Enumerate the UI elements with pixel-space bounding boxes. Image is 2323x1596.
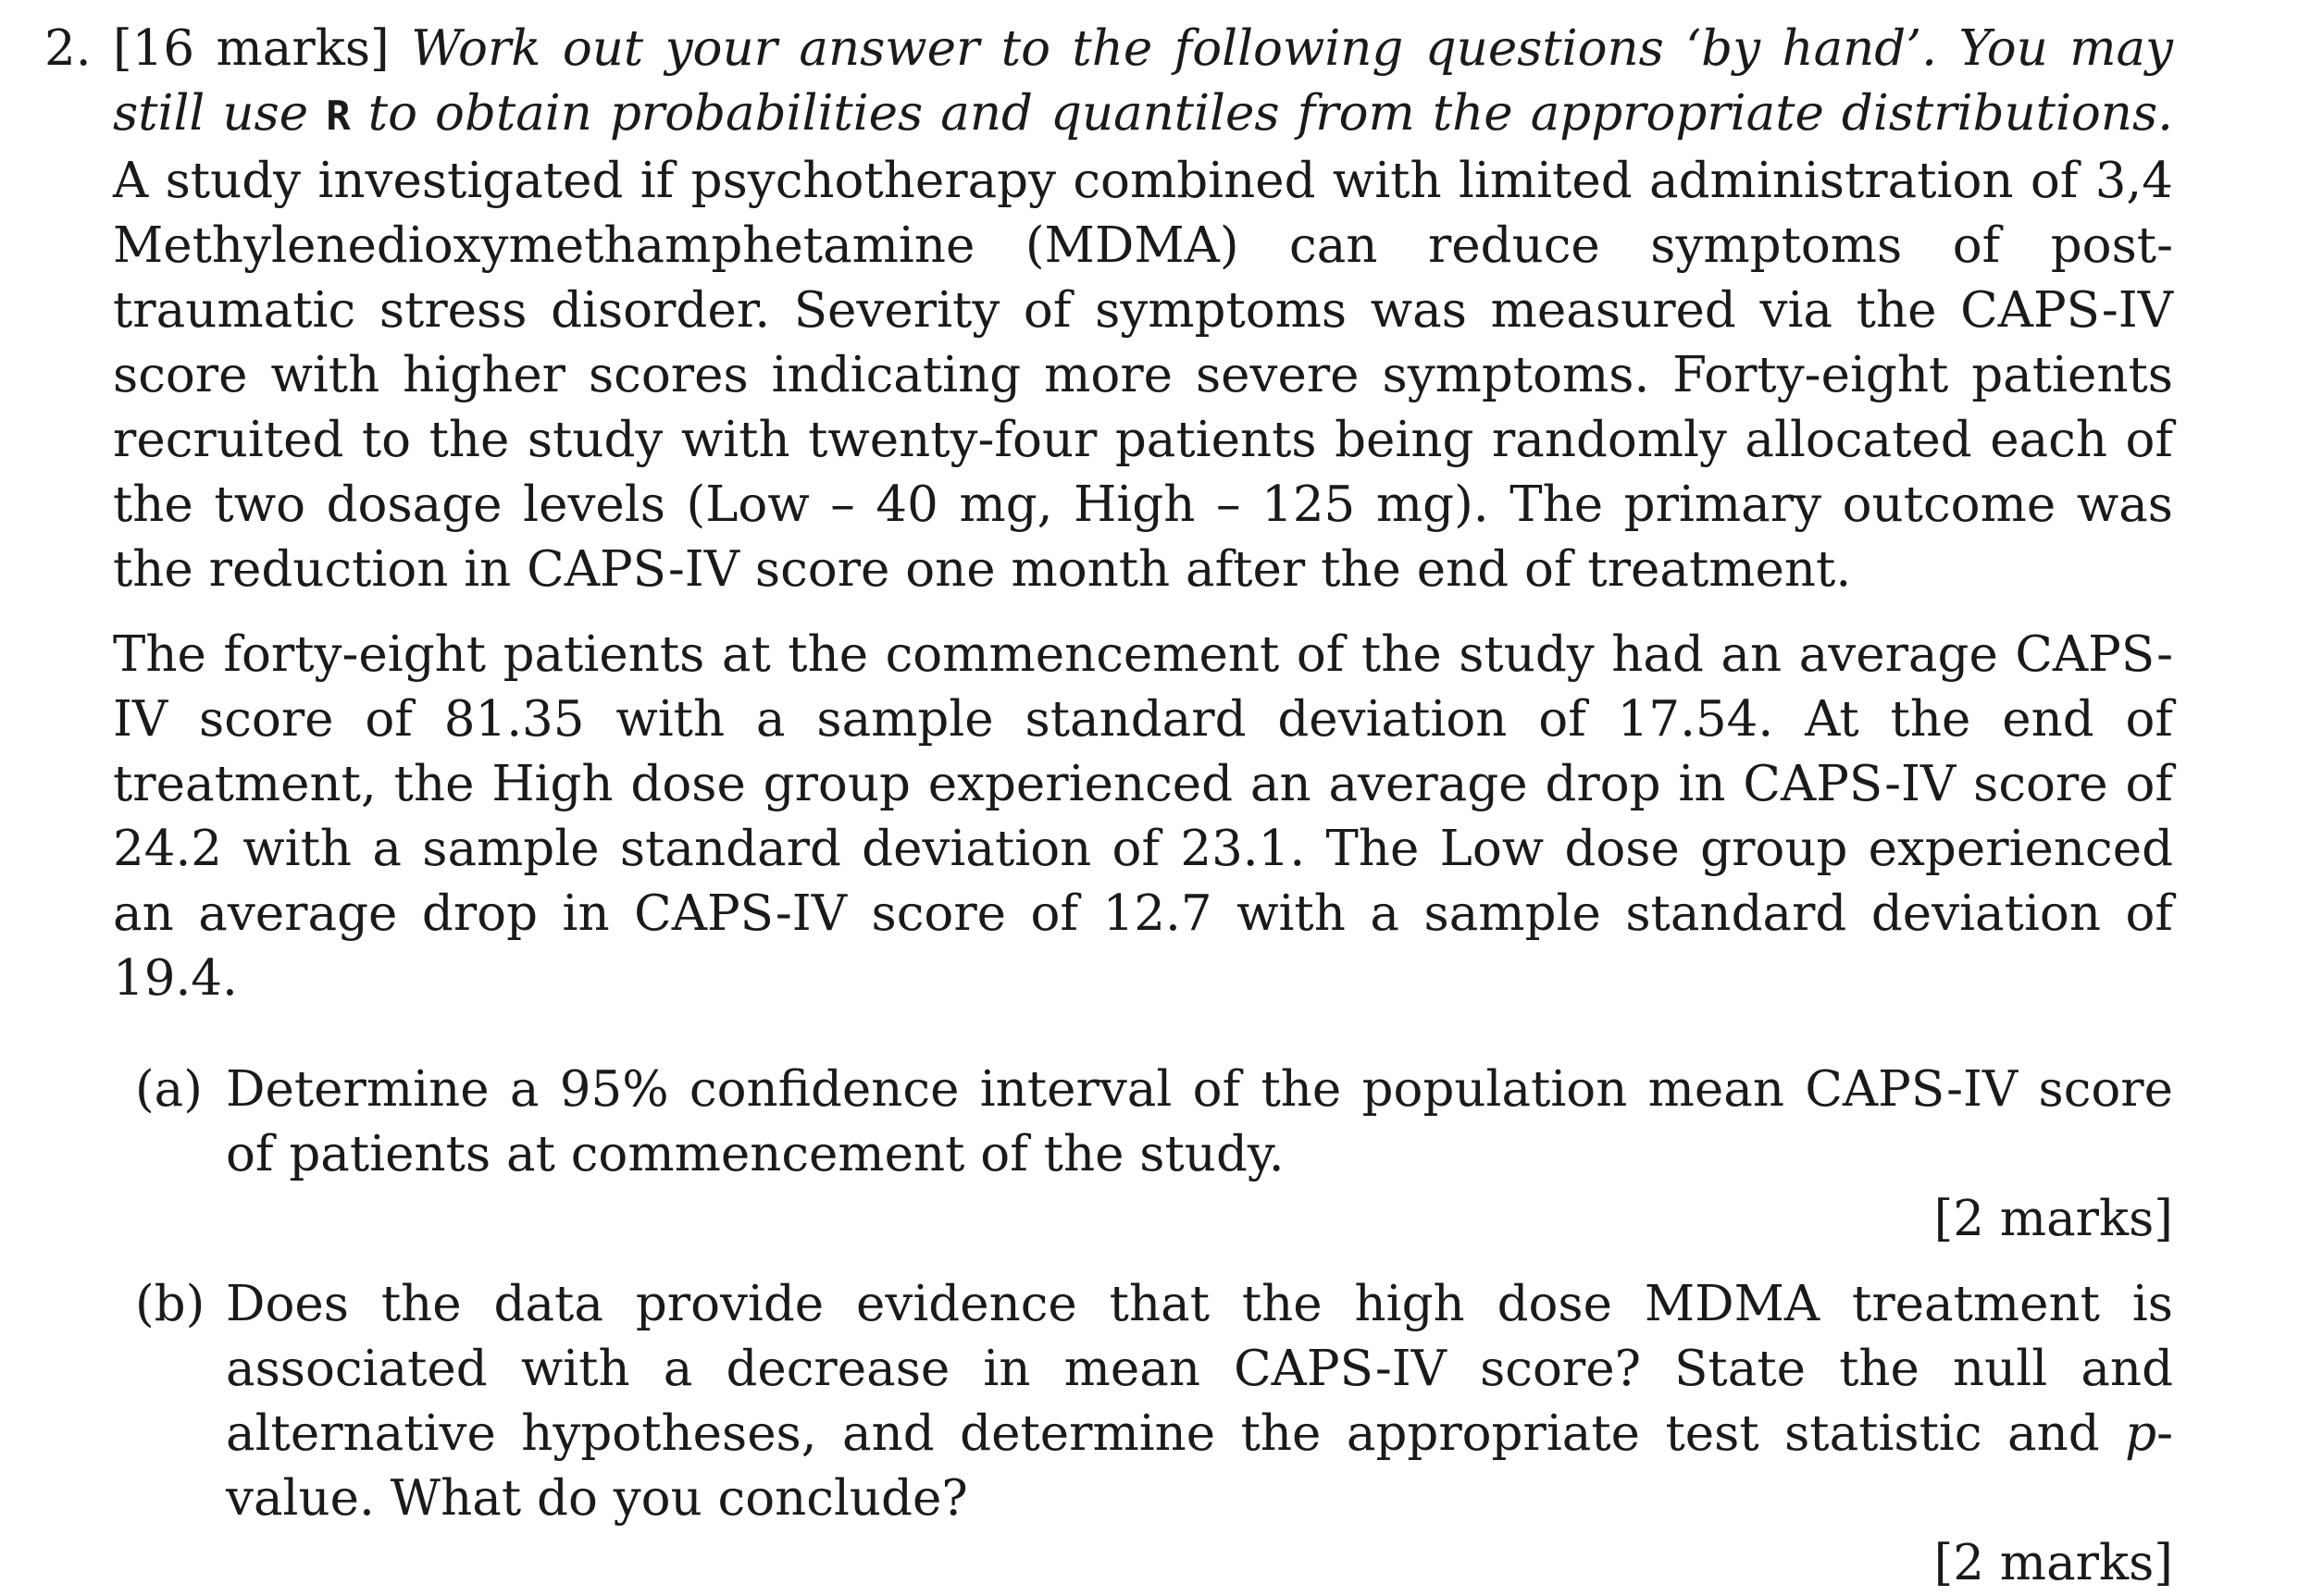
part-a (113, 1058, 2173, 1187)
question-number: 2. (44, 20, 92, 77)
question-2 (44, 17, 2173, 1596)
part-b (113, 1272, 2173, 1531)
instruction-text-1: Work out your answer to the following questions ‘by hand’. You may still use (113, 20, 2173, 142)
instruction-text-2: to obtain probabilities and quantiles from the appropriate distributions. (367, 85, 2173, 142)
part-b-text-end: -value. What do you conclude? (226, 1405, 2173, 1527)
part-b-text: Does the data provide evidence that the high dose MDMA treatment is associated with a decrease in mean CAPS-IV score? State the null and alternative hypotheses, and determine the appropriate test statistic and (226, 1276, 2173, 1462)
part-a-marks: [2 marks] (1933, 1191, 2173, 1247)
study-description: A study investigated if psychotherapy combined with limited administration of 3,4 Methylenedioxymethamphetamine (MDMA) can reduce symptoms of post-traumatic stress disorder. Severity of symptoms was measured via the CAPS-IV score with higher scores indicating more severe symptoms. Forty-eight patients recruited to the study with twenty-four patients being randomly allocated each of the two dosage levels (Low – 40 mg, High – 125 mg). The primary outcome was the reduction in CAPS-IV score one month after the end of treatment. (113, 153, 2173, 598)
part-b-label: (b) (135, 1276, 205, 1332)
question-parts (113, 1058, 2173, 1596)
r-language-label: R (326, 93, 351, 140)
part-b-p-symbol: p (2125, 1405, 2157, 1462)
question-intro (113, 17, 2173, 602)
part-a-label: (a) (135, 1061, 203, 1118)
part-a-text: Determine a 95% confidence interval of the population mean CAPS-IV score of patients at commencement of the study. (226, 1061, 2173, 1182)
study-data-paragraph: The forty-eight patients at the commencement of the study had an average CAPS-IV score of 81.35 with a sample standard deviation of 17.54. At the end of treatment, the High dose group experienced an average drop in CAPS-IV score of 24.2 with a sample standard deviation of 23.1. The Low dose group experienced an average drop in CAPS-IV score of 12.7 with a sample standard deviation of 19.4. (113, 626, 2173, 1007)
question-marks: [16 marks] (113, 20, 390, 77)
part-b-marks: [2 marks] (1933, 1535, 2173, 1591)
